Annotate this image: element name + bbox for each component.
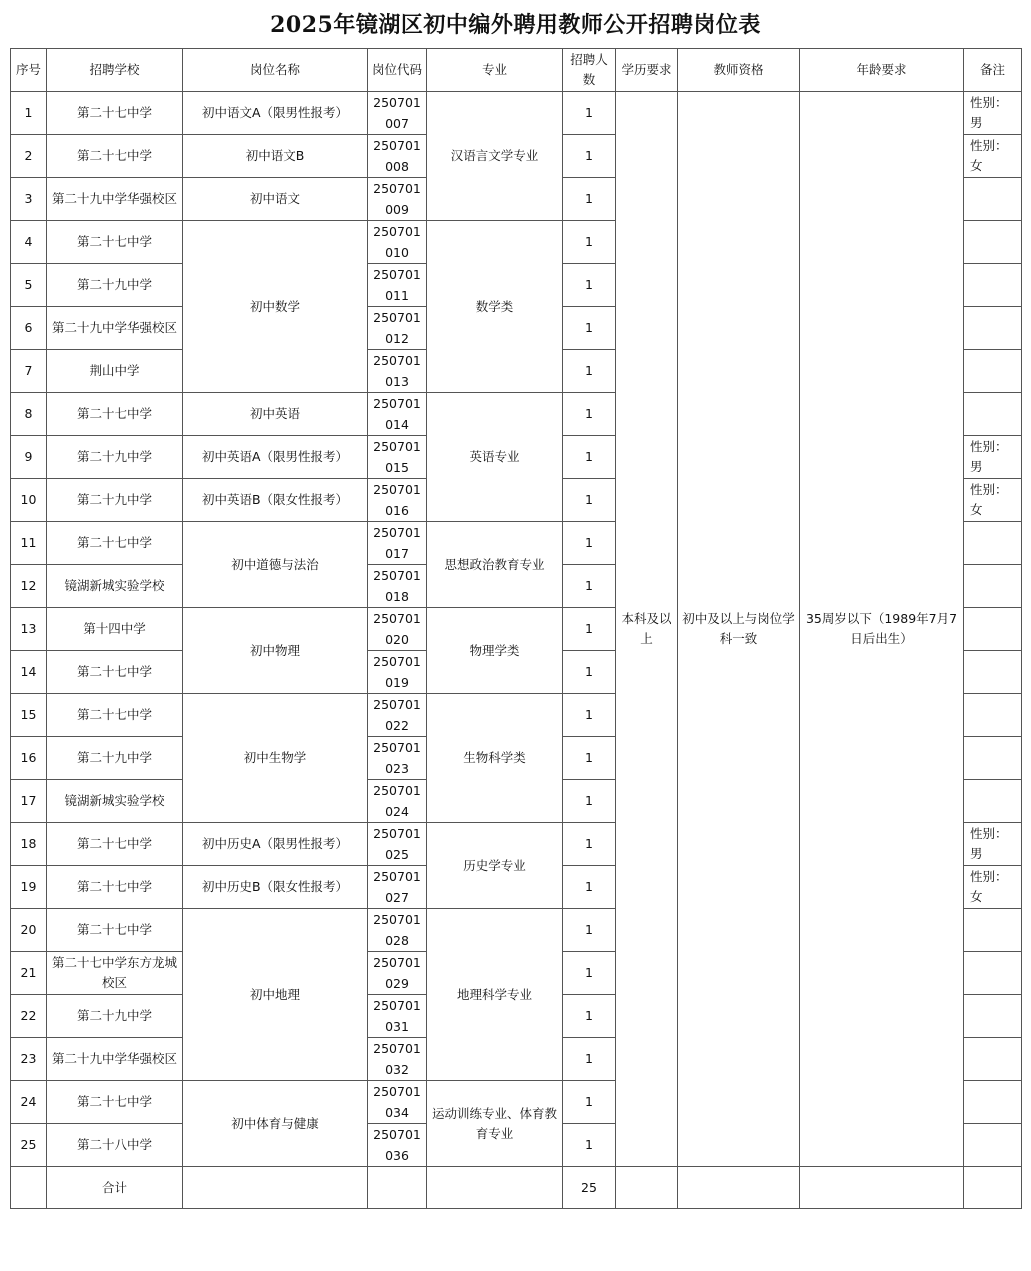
major-cell: 汉语言文学专业 — [427, 92, 563, 221]
post-cell: 初中英语 — [183, 393, 368, 436]
note-cell: 性别：女 — [964, 135, 1022, 178]
count-cell: 1 — [563, 1081, 616, 1124]
school-cell: 第二十七中学 — [47, 221, 183, 264]
qual-cell: 初中及以上与岗位学科一致 — [678, 92, 800, 1167]
note-cell — [964, 694, 1022, 737]
seq-cell: 15 — [11, 694, 47, 737]
post-cell: 初中道德与法治 — [183, 522, 368, 608]
code-cell: 250701012 — [368, 307, 427, 350]
major-cell: 思想政治教育专业 — [427, 522, 563, 608]
header-edu: 学历要求 — [616, 49, 678, 92]
total-empty-cell — [678, 1167, 800, 1209]
school-cell: 第二十七中学 — [47, 694, 183, 737]
seq-cell: 19 — [11, 866, 47, 909]
major-cell: 数学类 — [427, 221, 563, 393]
school-cell: 第二十九中学 — [47, 995, 183, 1038]
note-cell — [964, 651, 1022, 694]
seq-cell: 23 — [11, 1038, 47, 1081]
school-cell: 第二十九中学 — [47, 436, 183, 479]
code-cell: 250701024 — [368, 780, 427, 823]
seq-cell: 4 — [11, 221, 47, 264]
age-cell: 35周岁以下（1989年7月7日后出生） — [800, 92, 964, 1167]
school-cell: 第二十七中学 — [47, 393, 183, 436]
count-cell: 1 — [563, 823, 616, 866]
school-cell: 第二十七中学 — [47, 823, 183, 866]
count-cell: 1 — [563, 694, 616, 737]
post-cell: 初中语文B — [183, 135, 368, 178]
count-cell: 1 — [563, 1124, 616, 1167]
note-cell — [964, 393, 1022, 436]
header-major: 专业 — [427, 49, 563, 92]
seq-cell: 12 — [11, 565, 47, 608]
seq-cell: 3 — [11, 178, 47, 221]
major-cell: 历史学专业 — [427, 823, 563, 909]
header-code: 岗位代码 — [368, 49, 427, 92]
note-cell: 性别：男 — [964, 92, 1022, 135]
seq-cell: 7 — [11, 350, 47, 393]
note-cell — [964, 264, 1022, 307]
note-cell: 性别：男 — [964, 823, 1022, 866]
school-cell: 第二十七中学东方龙城校区 — [47, 952, 183, 995]
school-cell: 第二十七中学 — [47, 135, 183, 178]
note-cell — [964, 1038, 1022, 1081]
table-row — [11, 92, 1022, 135]
count-cell: 1 — [563, 479, 616, 522]
count-cell: 1 — [563, 350, 616, 393]
recruitment-table — [10, 48, 1022, 1209]
code-cell: 250701029 — [368, 952, 427, 995]
total-empty-cell — [368, 1167, 427, 1209]
total-count: 25 — [563, 1167, 616, 1209]
note-cell — [964, 221, 1022, 264]
school-cell: 第十四中学 — [47, 608, 183, 651]
school-cell: 镜湖新城实验学校 — [47, 565, 183, 608]
count-cell: 1 — [563, 264, 616, 307]
school-cell: 第二十七中学 — [47, 522, 183, 565]
count-cell: 1 — [563, 780, 616, 823]
seq-cell: 1 — [11, 92, 47, 135]
code-cell: 250701032 — [368, 1038, 427, 1081]
count-cell: 1 — [563, 565, 616, 608]
note-cell — [964, 565, 1022, 608]
page-title: 2025年镜湖区初中编外聘用教师公开招聘岗位表 — [270, 12, 761, 38]
edu-cell: 本科及以上 — [616, 92, 678, 1167]
note-cell — [964, 608, 1022, 651]
school-cell: 第二十七中学 — [47, 92, 183, 135]
count-cell: 1 — [563, 1038, 616, 1081]
code-cell: 250701025 — [368, 823, 427, 866]
note-cell: 性别：女 — [964, 866, 1022, 909]
seq-cell: 10 — [11, 479, 47, 522]
post-cell: 初中物理 — [183, 608, 368, 694]
total-empty-cell — [427, 1167, 563, 1209]
note-cell: 性别：男 — [964, 436, 1022, 479]
count-cell: 1 — [563, 221, 616, 264]
header-note: 备注 — [964, 49, 1022, 92]
count-cell: 1 — [563, 307, 616, 350]
header-count: 招聘人数 — [563, 49, 616, 92]
total-row — [11, 1167, 1022, 1209]
seq-cell: 14 — [11, 651, 47, 694]
major-cell: 生物科学类 — [427, 694, 563, 823]
code-cell: 250701007 — [368, 92, 427, 135]
seq-cell: 6 — [11, 307, 47, 350]
code-cell: 250701023 — [368, 737, 427, 780]
major-cell: 地理科学专业 — [427, 909, 563, 1081]
total-empty-cell — [800, 1167, 964, 1209]
note-cell — [964, 737, 1022, 780]
code-cell: 250701031 — [368, 995, 427, 1038]
note-cell — [964, 350, 1022, 393]
note-cell — [964, 178, 1022, 221]
code-cell: 250701019 — [368, 651, 427, 694]
post-cell: 初中英语B（限女性报考） — [183, 479, 368, 522]
school-cell: 第二十九中学华强校区 — [47, 1038, 183, 1081]
count-cell: 1 — [563, 995, 616, 1038]
seq-cell: 2 — [11, 135, 47, 178]
school-cell: 第二十九中学 — [47, 479, 183, 522]
school-cell: 第二十九中学华强校区 — [47, 307, 183, 350]
count-cell: 1 — [563, 393, 616, 436]
post-cell: 初中数学 — [183, 221, 368, 393]
note-cell: 性别：女 — [964, 479, 1022, 522]
seq-cell: 11 — [11, 522, 47, 565]
seq-cell: 5 — [11, 264, 47, 307]
note-cell — [964, 952, 1022, 995]
header-row — [11, 49, 1022, 92]
post-cell: 初中历史A（限男性报考） — [183, 823, 368, 866]
code-cell: 250701034 — [368, 1081, 427, 1124]
header-qual: 教师资格 — [678, 49, 800, 92]
count-cell: 1 — [563, 651, 616, 694]
count-cell: 1 — [563, 92, 616, 135]
seq-cell: 17 — [11, 780, 47, 823]
count-cell: 1 — [563, 737, 616, 780]
seq-cell: 20 — [11, 909, 47, 952]
total-seq-cell — [11, 1167, 47, 1209]
post-cell: 初中语文A（限男性报考） — [183, 92, 368, 135]
code-cell: 250701027 — [368, 866, 427, 909]
count-cell: 1 — [563, 135, 616, 178]
header-seq: 序号 — [11, 49, 47, 92]
post-cell: 初中英语A（限男性报考） — [183, 436, 368, 479]
school-cell: 第二十七中学 — [47, 866, 183, 909]
seq-cell: 9 — [11, 436, 47, 479]
note-cell — [964, 1124, 1022, 1167]
school-cell: 第二十七中学 — [47, 1081, 183, 1124]
code-cell: 250701017 — [368, 522, 427, 565]
school-cell: 镜湖新城实验学校 — [47, 780, 183, 823]
note-cell — [964, 995, 1022, 1038]
post-cell: 初中生物学 — [183, 694, 368, 823]
post-cell: 初中地理 — [183, 909, 368, 1081]
header-school: 招聘学校 — [47, 49, 183, 92]
seq-cell: 16 — [11, 737, 47, 780]
code-cell: 250701028 — [368, 909, 427, 952]
total-label: 合计 — [47, 1167, 183, 1209]
school-cell: 第二十九中学华强校区 — [47, 178, 183, 221]
code-cell: 250701011 — [368, 264, 427, 307]
code-cell: 250701010 — [368, 221, 427, 264]
count-cell: 1 — [563, 952, 616, 995]
school-cell: 第二十八中学 — [47, 1124, 183, 1167]
code-cell: 250701022 — [368, 694, 427, 737]
count-cell: 1 — [563, 866, 616, 909]
school-cell: 第二十七中学 — [47, 909, 183, 952]
code-cell: 250701036 — [368, 1124, 427, 1167]
note-cell — [964, 780, 1022, 823]
school-cell: 第二十九中学 — [47, 737, 183, 780]
count-cell: 1 — [563, 178, 616, 221]
post-cell: 初中语文 — [183, 178, 368, 221]
code-cell: 250701009 — [368, 178, 427, 221]
seq-cell: 22 — [11, 995, 47, 1038]
seq-cell: 21 — [11, 952, 47, 995]
seq-cell: 24 — [11, 1081, 47, 1124]
post-cell: 初中体育与健康 — [183, 1081, 368, 1167]
code-cell: 250701015 — [368, 436, 427, 479]
code-cell: 250701014 — [368, 393, 427, 436]
code-cell: 250701016 — [368, 479, 427, 522]
major-cell: 物理学类 — [427, 608, 563, 694]
count-cell: 1 — [563, 608, 616, 651]
major-cell: 英语专业 — [427, 393, 563, 522]
header-post: 岗位名称 — [183, 49, 368, 92]
total-empty-cell — [616, 1167, 678, 1209]
post-cell: 初中历史B（限女性报考） — [183, 866, 368, 909]
note-cell — [964, 307, 1022, 350]
school-cell: 第二十七中学 — [47, 651, 183, 694]
count-cell: 1 — [563, 522, 616, 565]
seq-cell: 8 — [11, 393, 47, 436]
code-cell: 250701013 — [368, 350, 427, 393]
code-cell: 250701020 — [368, 608, 427, 651]
total-empty-cell — [964, 1167, 1022, 1209]
header-age: 年龄要求 — [800, 49, 964, 92]
major-cell: 运动训练专业、体育教育专业 — [427, 1081, 563, 1167]
note-cell — [964, 1081, 1022, 1124]
seq-cell: 18 — [11, 823, 47, 866]
note-cell — [964, 909, 1022, 952]
school-cell: 第二十九中学 — [47, 264, 183, 307]
school-cell: 荆山中学 — [47, 350, 183, 393]
total-empty-cell — [183, 1167, 368, 1209]
code-cell: 250701008 — [368, 135, 427, 178]
note-cell — [964, 522, 1022, 565]
count-cell: 1 — [563, 436, 616, 479]
seq-cell: 13 — [11, 608, 47, 651]
seq-cell: 25 — [11, 1124, 47, 1167]
count-cell: 1 — [563, 909, 616, 952]
code-cell: 250701018 — [368, 565, 427, 608]
